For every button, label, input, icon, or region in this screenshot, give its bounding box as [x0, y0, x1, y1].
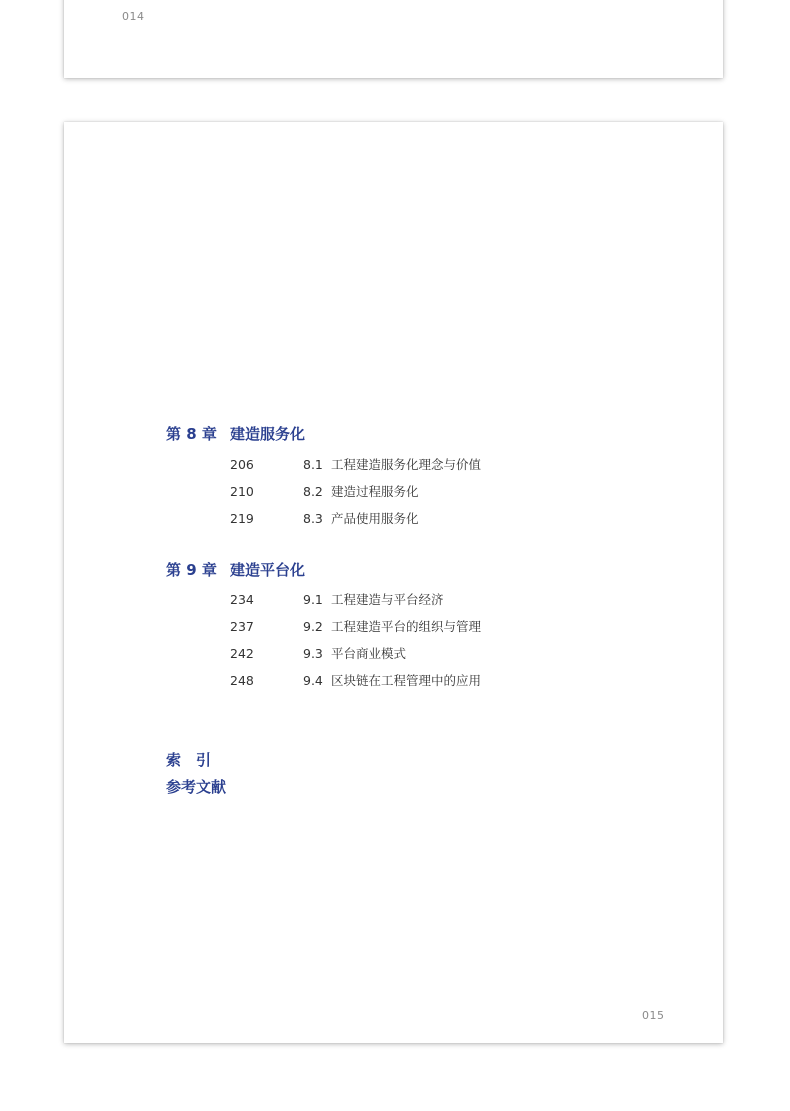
- toc-entry-page: 219: [230, 511, 254, 526]
- page-number: 014: [122, 10, 145, 23]
- toc-entry-number: 8.1: [303, 457, 323, 472]
- toc-entry-title: 产品使用服务化: [331, 511, 419, 526]
- toc-entry: [230, 482, 419, 500]
- page-number: 015: [642, 1009, 665, 1022]
- toc-entry: [230, 671, 481, 689]
- chapter-heading: [166, 559, 305, 580]
- toc-entry-number: 8.2: [303, 484, 323, 499]
- toc-entry: [230, 617, 481, 635]
- toc-entry: [230, 455, 481, 473]
- previous-page: [64, 0, 723, 78]
- references-heading: 参考文献: [166, 778, 227, 796]
- toc-entry: [230, 509, 419, 527]
- toc-entry-page: 248: [230, 673, 254, 688]
- toc-entry-title: 建造过程服务化: [331, 484, 419, 499]
- toc-entry-title: 区块链在工程管理中的应用: [331, 673, 482, 688]
- chapter-title: 建造服务化: [230, 425, 306, 443]
- chapter-title: 建造平台化: [230, 561, 306, 579]
- chapter-label: 第 9 章: [166, 561, 217, 579]
- toc-entry: [230, 644, 406, 662]
- toc-entry-page: 242: [230, 646, 254, 661]
- toc-entry: [230, 590, 444, 608]
- toc-entry-number: 9.4: [303, 673, 323, 688]
- toc-entry-page: 206: [230, 457, 254, 472]
- toc-entry-page: 234: [230, 592, 254, 607]
- toc-entry-title: 工程建造与平台经济: [331, 592, 444, 607]
- toc-entry-title: 工程建造服务化理念与价值: [331, 457, 482, 472]
- toc-entry-page: 237: [230, 619, 254, 634]
- index-heading: 索 引: [166, 751, 212, 769]
- toc-entry-number: 9.1: [303, 592, 323, 607]
- toc-page: [64, 122, 723, 1043]
- toc-entry-page: 210: [230, 484, 254, 499]
- chapter-label: 第 8 章: [166, 425, 217, 443]
- toc-entry-number: 9.3: [303, 646, 323, 661]
- toc-entry-title: 工程建造平台的组织与管理: [331, 619, 482, 634]
- chapter-heading: [166, 423, 305, 444]
- toc-entry-number: 9.2: [303, 619, 323, 634]
- toc-entry-number: 8.3: [303, 511, 323, 526]
- toc-entry-title: 平台商业模式: [331, 646, 407, 661]
